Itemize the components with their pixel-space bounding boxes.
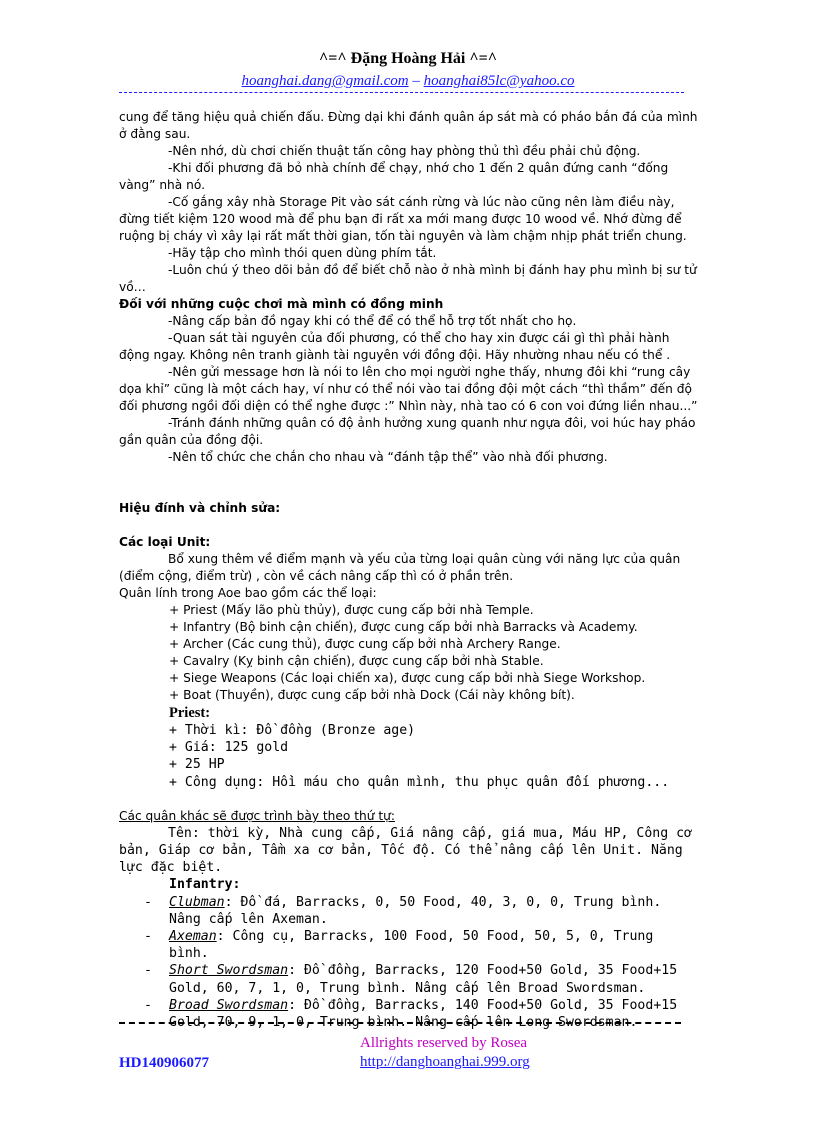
unit-type-item: + Archer (Các cung thủ), được cung cấp bởi nhà Archery Range. xyxy=(169,637,561,651)
unit-name: Axeman xyxy=(169,929,217,945)
priest-stat: + Giá: 125 gold xyxy=(169,740,289,756)
unit-desc: : Đồ đá, Barracks, 0, 50 Food, 40, 3, 0, 0, Trung bình. Nâng cấp lên Axeman. xyxy=(169,894,662,927)
list-dash: - xyxy=(144,997,152,1013)
intro-paragraph: -Luôn chú ý theo dõi bản đồ để biết chỗ nào ở nhà mình bị đánh hay phu mình bị sư tử vồ… xyxy=(119,263,697,294)
infantry-item xyxy=(119,997,699,1031)
header-title: ^=^ Đặng Hoàng Hải ^=^ xyxy=(318,50,498,67)
priest-stat: + Công dụng: Hồi máu cho quân mình, thu phục quân đối phương... xyxy=(169,774,670,790)
infantry-heading: Infantry: xyxy=(169,877,241,893)
header-contacts xyxy=(0,72,816,90)
email-link-gmail[interactable]: hoanghai.dang@gmail.com xyxy=(241,73,409,89)
unit-desc: : Đồ đồng, Barracks, 120 Food+50 Gold, 35 Food+15 Gold, 60, 7, 1, 0, Trung bình. Nâng cấp lên Broad Swordsman. xyxy=(169,963,678,996)
email-separator: – xyxy=(408,73,424,89)
units-types-intro: Quân lính trong Aoe bao gồm các thể loại: xyxy=(119,586,377,600)
email-link-yahoo[interactable]: hoanghai85lc@yahoo.co xyxy=(423,73,575,89)
unit-type-item: + Infantry (Bộ binh cận chiến), được cung cấp bởi nhà Barracks và Academy. xyxy=(169,620,638,634)
spacer xyxy=(119,517,699,534)
intro-paragraph: cung để tăng hiệu quả chiến đấu. Đừng dại khi đánh quân áp sát mà có pháo bắn đá của mình ở đằng sau. xyxy=(119,110,698,141)
priest-stat: + 25 HP xyxy=(169,757,225,773)
priest-heading: Priest: xyxy=(169,705,211,721)
infantry-item xyxy=(119,962,699,996)
order-heading: Các quân khác sẽ được trình bày theo thứ tự: xyxy=(119,808,395,823)
footer-rights: Allrights reserved by Rosea xyxy=(360,1035,528,1051)
intro-paragraph: -Nên nhớ, dù chơi chiến thuật tấn công hay phòng thủ thì đều phải chủ động. xyxy=(168,144,641,158)
spacer xyxy=(119,791,699,808)
list-dash: - xyxy=(144,929,152,945)
intro-paragraph: -Hãy tập cho mình thói quen dùng phím tắt. xyxy=(168,246,437,260)
allies-heading: Đối với những cuộc chơi mà mình có đồng minh xyxy=(119,297,444,311)
unit-type-item: + Cavalry (Kỵ binh cận chiến), được cung cấp bởi nhà Stable. xyxy=(169,654,544,668)
footer-divider xyxy=(119,1022,681,1024)
units-intro: Bổ xung thêm về điểm mạnh và yếu của từng loại quân cùng với năng lực của quân (điểm cộng, điểm trừ) , còn về cách nâng cấp thì có ở phần trên. xyxy=(119,552,681,583)
intro-paragraph: -Cố gắng xây nhà Storage Pit vào sát cánh rừng và lúc nào cũng nên làm điều này, đừng tiết kiệm 120 wood mà để phu bạn đi rất xa mới mang được 10 wood về. Nhớ đừng để ruộng bị cháy vì xây lại rất mất thời gian, tốn tài nguyên và làm chậm nhịp phát triển chung. xyxy=(119,195,687,243)
units-heading: Các loại Unit: xyxy=(119,535,211,549)
footer-doc-code: HD140906077 xyxy=(119,1055,209,1071)
allies-item: -Nên gửi message hơn là nói to lên cho mọi người nghe thấy, nhưng đôi khi “rung cây dọa khỉ” cũng là một cách hay, ví như có thể nói vào tai đồng đội một cách “thì thầm” đến độ đối phương ngồi đối diện có thể nghe được :” Nhìn này, nhà tao có 6 con voi đứng liền nhau...” xyxy=(119,365,698,413)
list-dash: - xyxy=(144,894,152,910)
unit-name: Broad Swordsman xyxy=(169,997,289,1013)
unit-name: Short Swordsman xyxy=(169,963,289,979)
allies-item: -Quan sát tài nguyên của đối phương, có thể cho hay xin được cái gì thì phải hành động ngay. Không nên tranh giành tài nguyên với đồng đội. Hãy nhường nhau nếu có thể . xyxy=(119,331,671,362)
allies-item: -Tránh đánh những quân có độ ảnh hưởng xung quanh như ngựa đôi, voi húc hay pháo gần quân của đồng đội. xyxy=(119,416,696,447)
unit-type-item: + Priest (Mấy lão phù thủy), được cung cấp bởi nhà Temple. xyxy=(169,603,534,617)
list-dash: - xyxy=(144,963,152,979)
infantry-item xyxy=(119,928,699,962)
header-divider xyxy=(119,92,684,93)
intro-paragraph: -Khi đối phương đã bỏ nhà chính để chạy, nhớ cho 1 đến 2 quân đứng canh “đống vàng” nhà nó. xyxy=(119,161,669,192)
revision-heading: Hiệu đính và chỉnh sửa: xyxy=(119,501,281,515)
document-body xyxy=(119,109,699,1031)
allies-item: -Nên tổ chức che chắn cho nhau và “đánh tập thể” vào nhà đối phương. xyxy=(168,450,608,464)
priest-stat: + Thời kì: Đồ đồng (Bronze age) xyxy=(169,723,416,738)
unit-type-item: + Siege Weapons (Các loại chiến xa), được cung cấp bởi nhà Siege Workshop. xyxy=(169,671,646,685)
unit-type-item: + Boat (Thuyền), được cung cấp bởi nhà Dock (Cái này không bít). xyxy=(169,688,575,702)
infantry-item xyxy=(119,894,699,928)
order-text: Tên: thời kỳ, Nhà cung cấp, Giá nâng cấp, giá mua, Máu HP, Công cơ bản, Giáp cơ bản, Tầm xa cơ bản, Tốc độ. Có thể nâng cấp lên Unit. Năng lực đặc biệt. xyxy=(119,825,693,876)
unit-desc: : Đồ đồng, Barracks, 140 Food+50 Gold, 35 Food+15 Gold, 70, 9, 1, 0, Trung bình. Nâng cấp lên Long Swordsman. xyxy=(169,997,678,1031)
footer-url-link[interactable]: http://danghoanghai.999.org xyxy=(360,1054,530,1070)
spacer xyxy=(119,466,699,500)
unit-name: Clubman xyxy=(169,894,225,910)
allies-item: -Nâng cấp bản đồ ngay khi có thể để có thể hỗ trợ tốt nhất cho họ. xyxy=(168,314,577,328)
unit-desc: : Công cụ, Barracks, 100 Food, 50 Food, 50, 5, 0, Trung bình. xyxy=(169,929,654,962)
